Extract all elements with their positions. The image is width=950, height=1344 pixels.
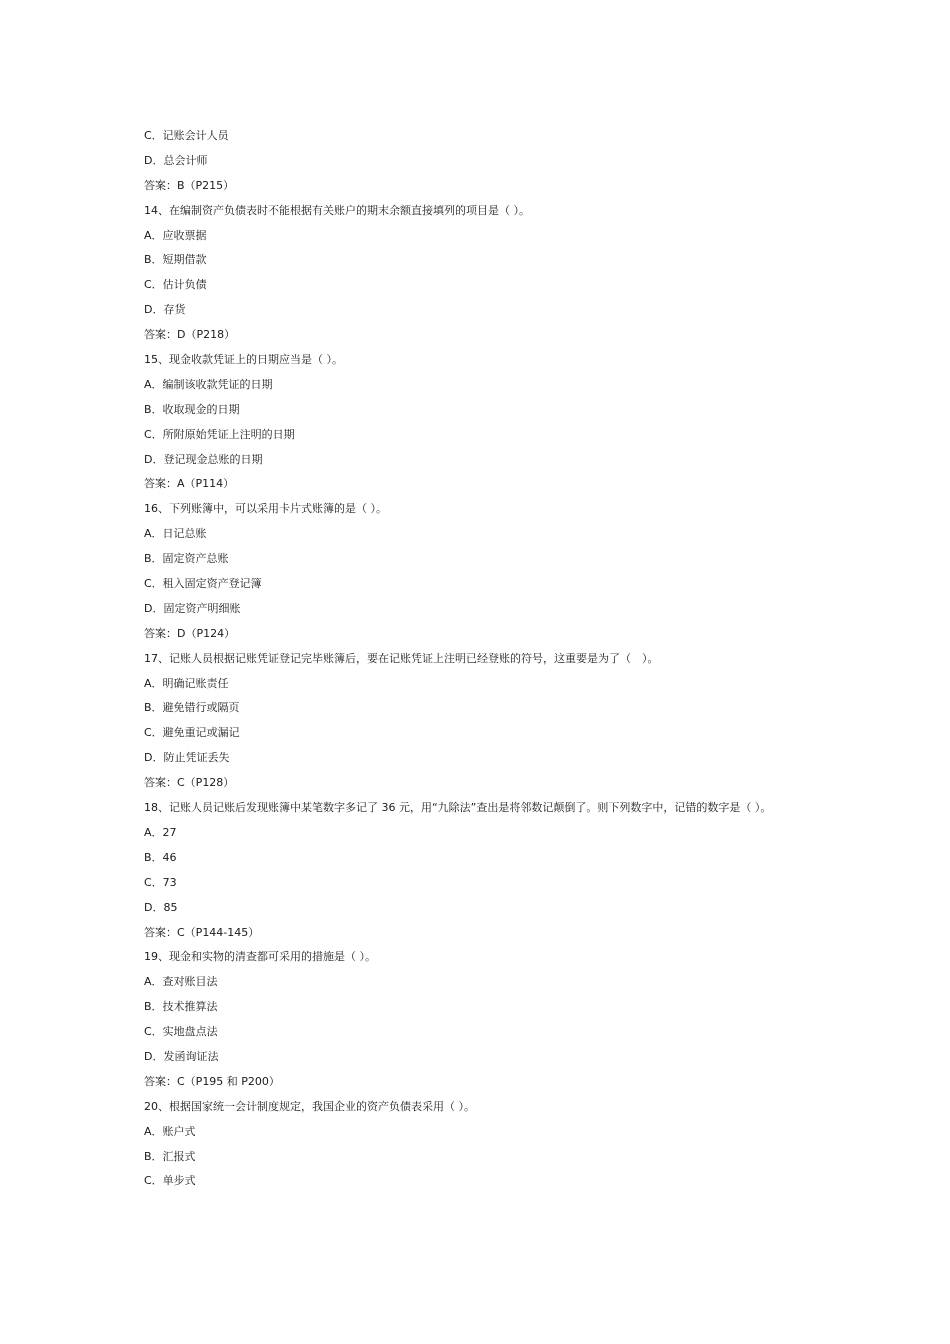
question-16: 16、下列账簿中，可以采用卡片式账簿的是（ ）。 [144,502,387,516]
answer-18: 答案：C（P144-145） [144,925,260,939]
option-b: B．避免错行或隔页 [144,701,240,715]
question-18: 18、记账人员记账后发现账簿中某笔数字多记了 36 元，用“九除法”查出是将邻数记颠倒了。则下列数字中，记错的数字是（ ）。 [144,801,772,815]
option-c: C．单步式 [144,1174,196,1188]
question-20: 20、根据国家统一会计制度规定，我国企业的资产负债表采用（ ）。 [144,1099,475,1113]
option-b: B．短期借款 [144,253,207,267]
answer-13: 答案：B（P215） [144,178,235,192]
option-c: C．估计负债 [144,278,207,292]
option-a: A．明确记账责任 [144,676,229,690]
option-d: D．发函询证法 [144,1049,219,1063]
option-c: C．实地盘点法 [144,1025,218,1039]
option-a: A．27 [144,825,177,839]
option-d: D．防止凭证丢失 [144,751,230,765]
option-d: D．固定资产明细账 [144,601,241,615]
question-17: 17、记账人员根据记账凭证登记完毕账簿后，要在记账凭证上注明已经登账的符号，这重要是为了（ ）。 [144,651,659,665]
option-a: A．账户式 [144,1124,196,1138]
option-b: B．收取现金的日期 [144,402,240,416]
option-b: B．固定资产总账 [144,552,229,566]
question-14: 14、在编制资产负债表时不能根据有关账户的期末余额直接填列的项目是（ ）。 [144,203,530,217]
option-c: C．所附原始凭证上注明的日期 [144,427,295,441]
answer-19: 答案：C（P195 和 P200） [144,1074,280,1088]
answer-15: 答案：A（P114） [144,477,235,491]
option-c: C．租入固定资产登记簿 [144,577,262,591]
question-19: 19、现金和实物的清查都可采用的措施是（ ）。 [144,950,376,964]
option-c: C．避免重记或漏记 [144,726,240,740]
option-b: B．46 [144,850,177,864]
answer-16: 答案：D（P124） [144,626,236,640]
option-d: D．85 [144,900,178,914]
option-a: A．查对账目法 [144,975,218,989]
answer-17: 答案：C（P128） [144,776,235,790]
option-a: A．应收票据 [144,228,207,242]
option-d: D．总会计师 [144,153,208,167]
option-b: B．技术推算法 [144,1000,218,1014]
option-d: D．登记现金总账的日期 [144,452,263,466]
option-b: B．汇报式 [144,1149,196,1163]
option-d: D．存货 [144,303,186,317]
option-a: A．日记总账 [144,527,207,541]
question-15: 15、现金收款凭证上的日期应当是（ ）。 [144,353,343,367]
option-a: A．编制该收款凭证的日期 [144,377,273,391]
option-c: C．记账会计人员 [144,129,229,142]
question-list [144,126,844,1196]
answer-14: 答案：D（P218） [144,328,236,342]
option-c: C．73 [144,875,177,889]
